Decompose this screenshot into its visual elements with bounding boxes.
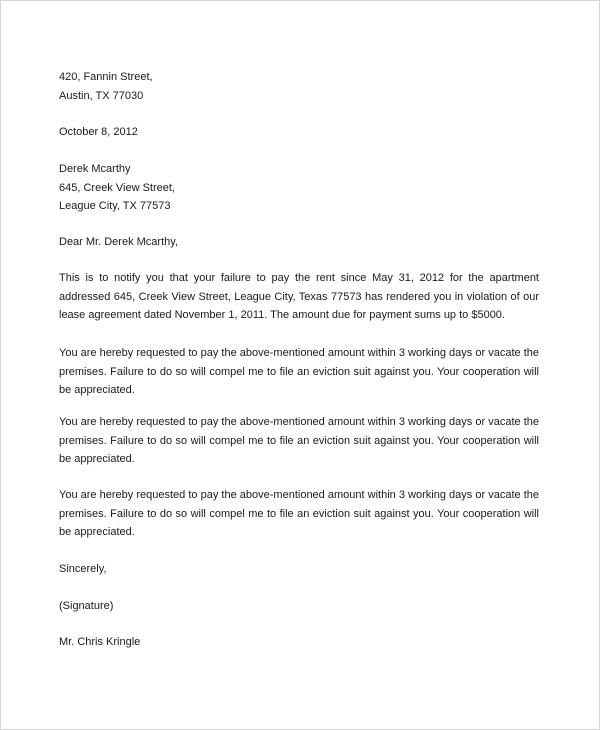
closing: Sincerely, — [59, 563, 107, 575]
body-paragraph-3: You are hereby requested to pay the above-mentioned amount within 3 working days or vacate the premises. Failure to do so will compel me to file an eviction suit against you. Your cooperation will be appreciated. — [59, 416, 539, 465]
body-paragraph-2: You are hereby requested to pay the above-mentioned amount within 3 working days or vacate the premises. Failure to do so will compel me to file an eviction suit against you. Your cooperation will be appreciated. — [59, 347, 539, 396]
body-paragraph-1: This is to notify you that your failure to pay the rent since May 31, 2012 for the apartment addressed 645, Creek View Street, League City, Texas 77573 has rendered you in violation of our lease agreement dated November 1, 2011. The amount due for payment sums up to $5000. — [59, 272, 539, 321]
recipient-city: League City, TX 77573 — [59, 200, 171, 212]
sender-street: 420, Fannin Street, — [59, 71, 153, 83]
signer-name: Mr. Chris Kringle — [59, 636, 141, 648]
recipient-street: 645, Creek View Street, — [59, 182, 175, 194]
sender-city: Austin, TX 77030 — [59, 90, 144, 102]
letter-date: October 8, 2012 — [59, 126, 138, 138]
body-paragraph-4: You are hereby requested to pay the above-mentioned amount within 3 working days or vacate the premises. Failure to do so will compel me to file an eviction suit against you. Your cooperation will be appreciated. — [59, 489, 539, 538]
recipient-name: Derek Mcarthy — [59, 163, 131, 175]
salutation: Dear Mr. Derek Mcarthy, — [59, 236, 178, 248]
signature-placeholder: (Signature) — [59, 600, 114, 612]
